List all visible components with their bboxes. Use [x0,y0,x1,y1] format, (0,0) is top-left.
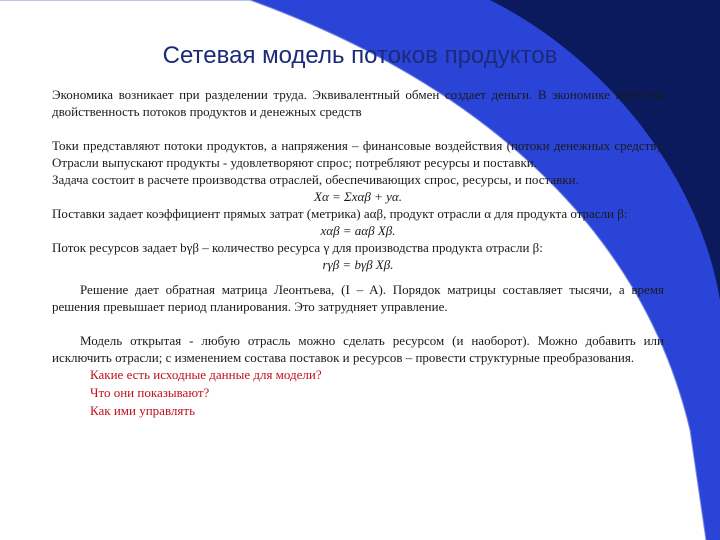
spacer [52,273,664,281]
spacer [52,315,664,332]
spacer [52,120,664,137]
paragraph-leontief: Решение дает обратная матрица Леонтьева, (I – A). Порядок матрицы составляет тысячи, а время решения превышает период планирования. Это затрудняет управление. [52,282,664,314]
formula-resources: rγβ = bγβ Xβ. [322,257,394,272]
paragraph-open-model: Модель открытая - любую отрасль можно сделать ресурсом (и наоборот). Можно добавить или исключить отрасли; с изменением состава поставок и ресурсов – провести структурные преобразования. [52,333,664,365]
paragraph-task: Задача состоит в расчете производства отраслей, обеспечивающих спрос, ресурсы, и поставки. [52,172,579,187]
paragraph-resources: Поток ресурсов задает bγβ – количество ресурса γ для производства продукта отрасли β: [52,240,543,255]
question-item: Какие есть исходные данные для модели? [90,367,322,382]
paragraph-supplies: Поставки задает коэффициент прямых затрат (метрика) aαβ, продукт отрасли α для продукта отрасли β: [52,206,628,221]
formula-supplies: xαβ = aαβ Xβ. [320,223,396,238]
question-item: Как ими управлять [90,403,195,418]
page-title: Сетевая модель потоков продуктов [162,42,558,69]
slide-body [52,86,664,420]
question-item: Что они показывают? [90,385,210,400]
formula-production: Xα = Σxαβ + yα. [314,189,402,204]
paragraph-economy: Экономика возникает при разделении труда. Эквивалентный обмен создает деньги. В экономике известна двойственность потоков продуктов и денежных средств [52,87,664,119]
paragraph-currents: Токи представляют потоки продуктов, а напряжения – финансовые воздействия (потоки денежных средств). Отрасли выпускают продукты - удовлетворяют спрос; потребляют ресурсы и поставки. [52,138,664,170]
